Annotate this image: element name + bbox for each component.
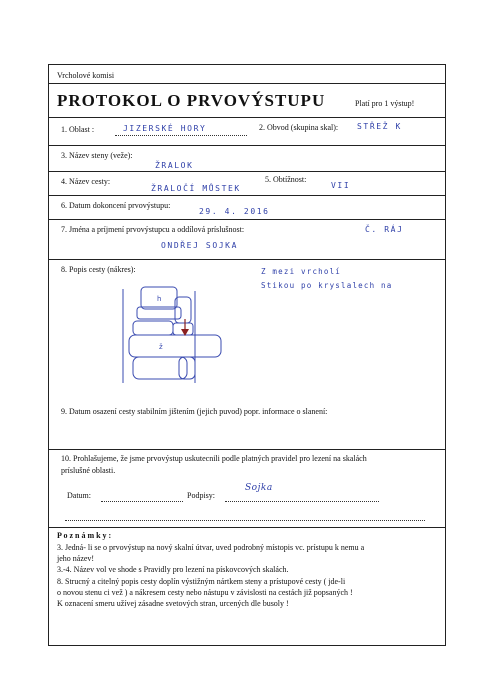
datum-value: 29. 4. 2016 xyxy=(199,207,270,216)
sketch-block xyxy=(129,335,221,357)
divider xyxy=(49,171,445,172)
notes-heading: P o z n á m k y : xyxy=(57,531,112,540)
oblast-dotted-line xyxy=(115,135,247,136)
popis-value-line1: Z mezi vrcholí xyxy=(261,267,342,276)
signature-dotted-line xyxy=(225,501,379,502)
note-item: K oznacení smeru užívej zásadne svetových stran, urcených dle busoly ! xyxy=(57,599,289,608)
divider xyxy=(49,117,445,118)
oblast-label: 1. Oblast : xyxy=(61,125,95,134)
note-item: 3. Jedná- li se o prvovýstup na nový skalní útvar, uved podrobný místopis vc. prístupu k nemu a xyxy=(57,543,365,552)
steny-value: ŽRALOK xyxy=(155,161,194,170)
cesty-value: ŽRALOČÍ MŮSTEK xyxy=(151,184,241,193)
steny-label: 3. Název steny (veže): xyxy=(61,151,133,160)
signature-label: Podpisy: xyxy=(187,491,216,500)
popis-label: 8. Popis cesty (nákres): xyxy=(61,265,136,274)
divider xyxy=(49,259,445,260)
datum-label: 6. Datum dokoncení prvovýstupu: xyxy=(61,201,171,210)
divider xyxy=(49,527,445,528)
cesty-label: 4. Název cesty: xyxy=(61,177,111,186)
declaration-line2: príslušné oblasti. xyxy=(61,466,116,475)
route-sketch xyxy=(119,283,229,401)
osazeni-label: 9. Datum osazení cesty stabilním jištením (jejich puvod) popr. informace o slanení: xyxy=(61,407,328,416)
sketch-label-top: h xyxy=(157,295,162,303)
divider xyxy=(49,83,445,84)
divider xyxy=(49,449,445,450)
declaration-line1: 10. Prohlašujeme, že jsme prvovýstup uskutecnili podle platných pravidel pro lezení na skalách xyxy=(61,454,367,463)
sketch-label-mid: ž xyxy=(159,343,163,351)
note-item: 8. Strucný a citelný popis cesty doplín výstižným nártkem steny a prístupové cesty ( jde-li xyxy=(57,577,346,586)
note-item: 3.-4. Název vol ve shode s Pravidly pro lezení na pískovcových skalách. xyxy=(57,565,289,574)
divider xyxy=(49,219,445,220)
jmena-extra: Č. RÁJ xyxy=(365,225,404,234)
oblast-value: JIZERSKÉ HORY xyxy=(123,124,207,133)
divider xyxy=(49,145,445,146)
dotted-line xyxy=(65,520,425,521)
note-item: jeho název! xyxy=(57,554,95,563)
date-dotted-line xyxy=(101,501,183,502)
jmena-label: 7. Jména a príjmení prvovýstupcu a oddílová príslušnost: xyxy=(61,225,245,234)
protocol-form xyxy=(48,64,446,646)
valid-note: Platí pro 1 výstup! xyxy=(355,99,415,108)
page-title: PROTOKOL O PRVOVÝSTUPU xyxy=(57,91,326,110)
popis-value-line2: Stikou po kryslalech na xyxy=(261,281,393,290)
commission-label: Vrcholové komisi xyxy=(57,71,115,80)
jmena-value: ONDŘEJ SOJKA xyxy=(161,241,238,250)
obvod-label: 2. Obvod (skupina skal): xyxy=(259,123,339,132)
obtiznost-value: VII xyxy=(331,181,351,190)
date-label: Datum: xyxy=(67,491,91,500)
sketch-block xyxy=(133,321,173,335)
obtiznost-label: 5. Obtížnost: xyxy=(265,175,307,184)
obvod-value: STŘEŽ K xyxy=(357,122,402,131)
divider xyxy=(49,195,445,196)
note-item: o novou stenu ci vež ) a nákresem cesty nebo nástupu v závislosti na cestách již popsaných ! xyxy=(57,588,353,597)
signature: Sojka xyxy=(245,483,273,493)
